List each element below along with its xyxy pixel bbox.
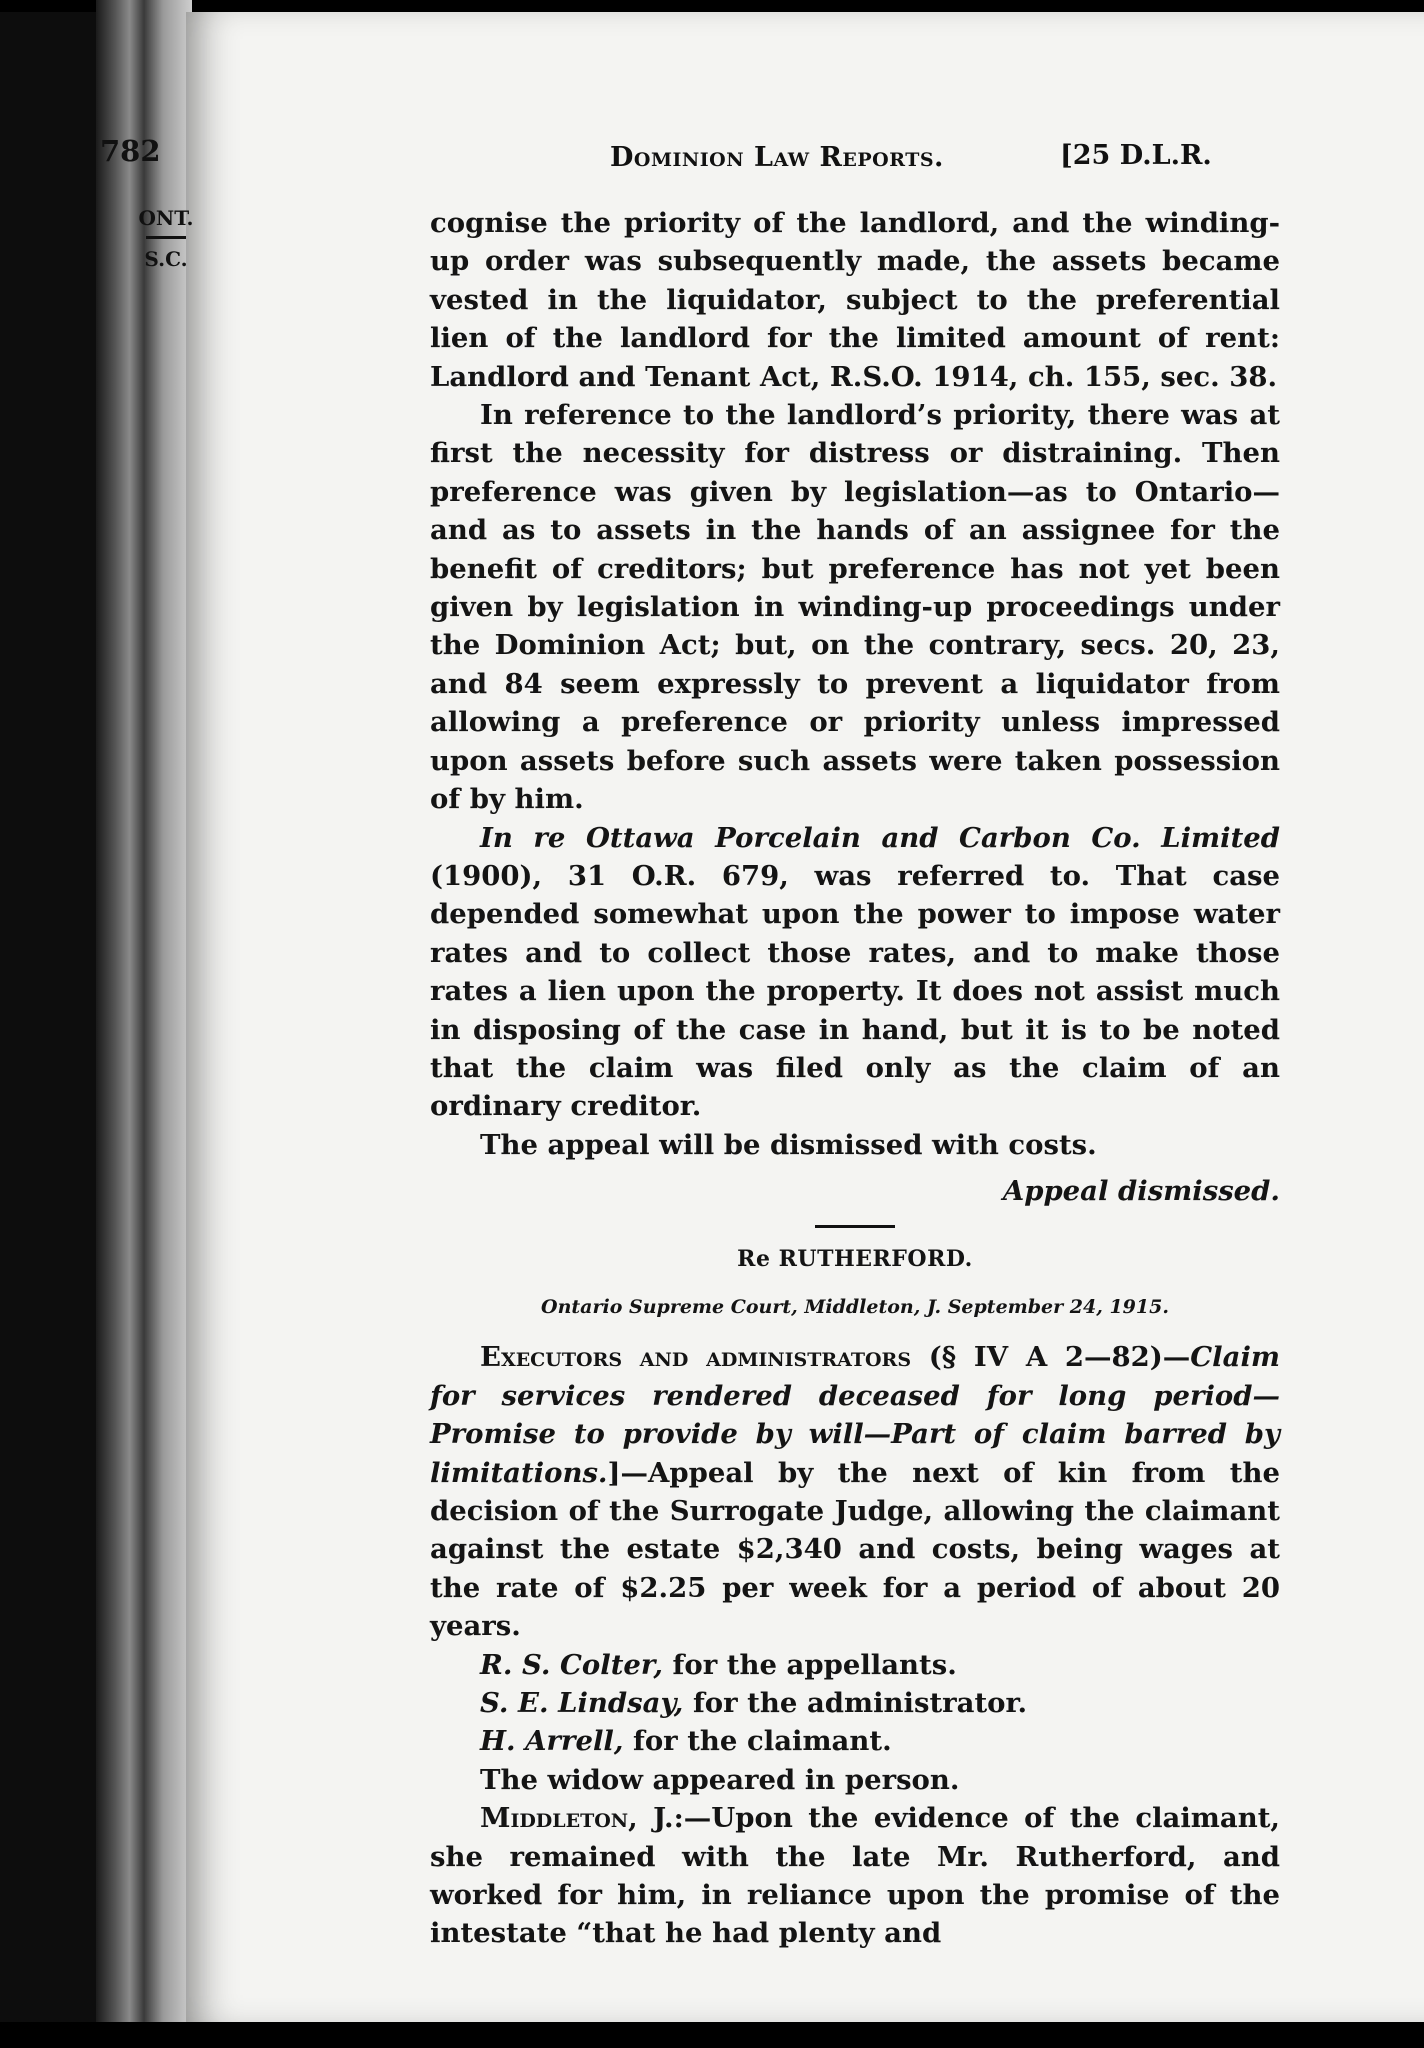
margin-note-court: S.C.: [144, 247, 188, 271]
book-page-edges: [96, 0, 192, 2048]
counsel-role: for the appellants.: [662, 1648, 957, 1681]
page-header: [100, 124, 1280, 174]
paragraph-ottawa-porcelain-text: (1900), 31 O.R. 679, was referred to. That case depended somewhat upon the power to impose water rates and to collect those rates, and to make those rates a lien upon the property. It does not assist much in disposing of the case in hand, but it is to be noted that the claim was filed only as the claim of an ordinary creditor.: [430, 859, 1280, 1123]
body-text: [430, 204, 1280, 1953]
counsel-role: for the administrator.: [683, 1687, 1028, 1720]
headnote-code: (§ IV A 2—82)—: [911, 1341, 1191, 1374]
page-number: 782: [100, 134, 161, 168]
judgment-text: :—Upon the evidence of the claimant, she remained with the late Mr. Rutherford, and worked for him, in reliance upon the promise of the intestate “that he had plenty and: [430, 1802, 1280, 1950]
headnote: [430, 1338, 1280, 1645]
margin-note-rule: [146, 236, 186, 239]
counsel-role: for the claimant.: [623, 1725, 892, 1758]
counsel-line: [430, 1722, 1280, 1760]
margin-note-province: ONT.: [138, 206, 194, 230]
scan-top-border: [0, 0, 1424, 12]
headnote-subject: Executors and administrators: [480, 1341, 912, 1374]
paragraph-dismissal: The appeal will be dismissed with costs.: [480, 1128, 1097, 1161]
running-title: Dominion Law Reports.: [610, 142, 944, 173]
widow-line: The widow appeared in person.: [480, 1763, 960, 1796]
counsel-name: H. Arrell,: [480, 1725, 624, 1758]
case-separator: [815, 1225, 895, 1228]
paragraph-landlord-priority: In reference to the landlord’s priority, there was at first the necessity for distress or distraining. Then preference was given by legislation—as to Ontario—and as to assets in the hands of an assignee for the benefit of creditors; but preference has not yet been given by legislation in winding-up proceedings under the Dominion Act; but, on the contrary, secs. 20, 23, and 84 seem expressly to prevent a liquidator from allowing a preference or priority unless impressed upon assets before such assets were taken possession of by him.: [430, 399, 1280, 816]
judge-name: Middleton, J.: [480, 1802, 674, 1835]
headnote-summary: Claim for services rendered deceased for long period—Promise to provide by will—Part of claim barred by limitations.: [430, 1341, 1280, 1489]
scan-bottom-border: [0, 2022, 1424, 2048]
disposition: Appeal dismissed.: [1002, 1175, 1280, 1208]
counsel-line: [430, 1646, 1280, 1684]
case-title: Re RUTHERFORD.: [737, 1245, 973, 1272]
volume-reference: [25 D.L.R.: [1060, 140, 1212, 171]
case-citation: In re Ottawa Porcelain and Carbon Co. Limited: [480, 821, 1280, 854]
margin-note: [136, 206, 196, 271]
case-court-line: Ontario Supreme Court, Middleton, J. September 24, 1915.: [541, 1295, 1169, 1318]
counsel-name: S. E. Lindsay,: [480, 1687, 684, 1720]
judgment-paragraph: [430, 1799, 1280, 1953]
counsel-line: [430, 1684, 1280, 1722]
headnote-text: ]—Appeal by the next of kin from the decision of the Surrogate Judge, allowing the claimant against the estate $2,340 and costs, being wages at the rate of $2.25 per week for a period of about 20 years.: [430, 1456, 1280, 1643]
paragraph-ottawa-porcelain: [430, 819, 1280, 1126]
paragraph-continued: cognise the priority of the landlord, and the winding-up order was subsequently made, the assets became vested in the liquidator, subject to the preferential lien of the landlord for the limited amount of rent: Landlord and Tenant Act, R.S.O. 1914, ch. 155, sec. 38.: [430, 207, 1280, 393]
counsel-name: R. S. Colter,: [480, 1648, 663, 1681]
